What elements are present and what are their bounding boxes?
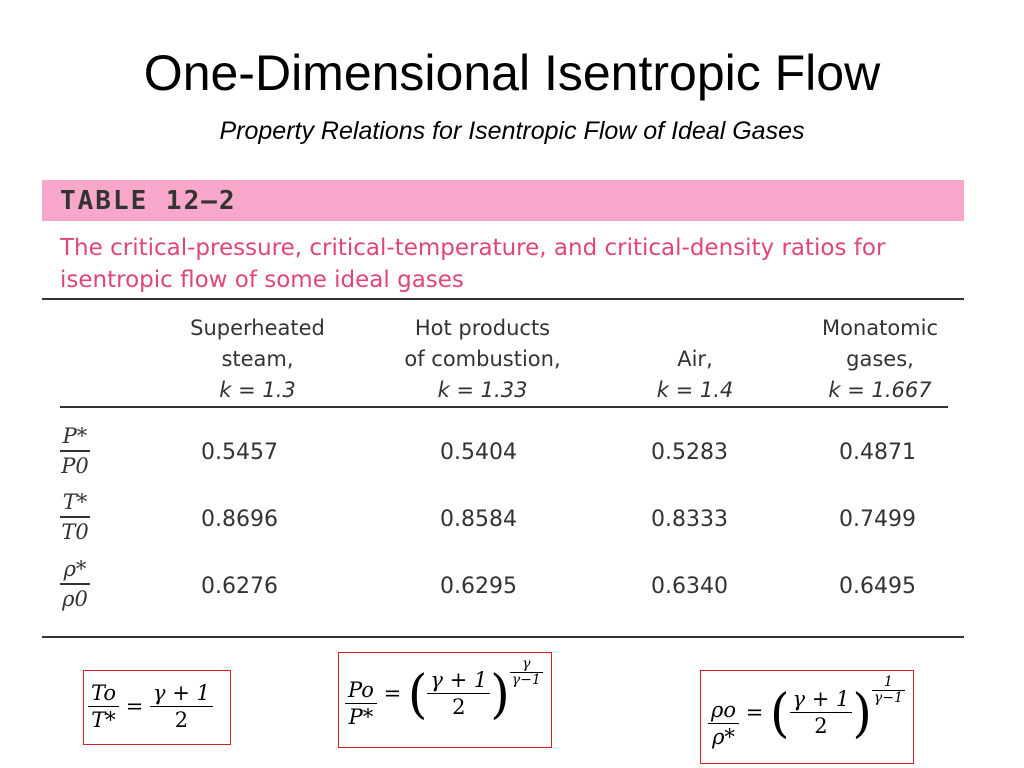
rhs-denominator: 2: [790, 712, 853, 739]
row-label-denominator: T0: [61, 520, 89, 544]
table-cell: 0.8696: [201, 507, 278, 532]
table-cell: 0.6340: [651, 574, 728, 599]
row-label-numerator: T*: [62, 490, 88, 514]
table-label: TABLE 12–2: [60, 186, 237, 216]
row-label-numerator: P*: [62, 424, 88, 448]
rhs-numerator: γ + 1: [430, 668, 488, 692]
table-bottom-rule: [42, 636, 964, 638]
column-header-line1: Superheated: [190, 316, 325, 340]
row-label-numerator: ρ*: [63, 557, 87, 581]
row-label-pressure: [60, 424, 90, 478]
row-label-temperature: [60, 490, 90, 544]
slide-subtitle: Property Relations for Isentropic Flow of Ideal Gases: [219, 117, 805, 145]
lhs-denominator: P*: [345, 703, 377, 730]
table-cell: 0.4871: [839, 440, 916, 465]
column-header-steam: [160, 313, 355, 406]
equals-sign: =: [745, 700, 764, 725]
fraction-bar: [60, 516, 90, 518]
column-header-line1: [605, 313, 785, 344]
table-caption: [60, 232, 940, 296]
table-top-rule: [42, 298, 964, 300]
table-cell: 0.5283: [651, 440, 728, 465]
column-header-line2: steam,: [221, 347, 294, 371]
column-header-line2: of combustion,: [404, 347, 561, 371]
table-cell: 0.6276: [201, 574, 278, 599]
lhs-denominator: ρ*: [708, 723, 739, 750]
density-exponent: [872, 675, 905, 706]
table-cell: 0.6295: [440, 574, 517, 599]
column-header-k: k = 1.3: [219, 378, 296, 402]
exponent-numerator: 1: [883, 674, 893, 690]
density-rhs-fraction: [790, 686, 853, 739]
table-cell: 0.7499: [839, 507, 916, 532]
exponent-denominator: γ−1: [873, 690, 903, 706]
lhs-numerator: ρo: [711, 698, 736, 722]
slide-title: One-Dimensional Isentropic Flow: [143, 45, 881, 101]
table-cell: 0.8333: [651, 507, 728, 532]
row-label-denominator: P0: [61, 454, 89, 478]
caption-line-2: isentropic flow of some ideal gases: [60, 267, 464, 293]
column-header-line1: Hot products: [414, 316, 551, 340]
exponent-denominator: γ−1: [511, 672, 541, 688]
density-lhs-fraction: [708, 697, 739, 750]
right-paren: ): [490, 663, 510, 724]
temperature-rhs-fraction: [150, 680, 213, 733]
temperature-lhs-fraction: [88, 680, 119, 733]
caption-line-1: The critical-pressure, critical-temperature, and critical-density ratios for: [60, 235, 886, 261]
table-cell: 0.8584: [440, 507, 517, 532]
density-equation: [708, 675, 905, 750]
column-header-combustion: [385, 313, 580, 406]
fraction-bar: [60, 450, 90, 452]
column-header-monatomic: [790, 313, 970, 406]
pressure-rhs-fraction: [427, 667, 490, 720]
left-paren: (: [407, 663, 428, 724]
left-paren: (: [769, 682, 790, 743]
column-header-air: [605, 313, 785, 406]
rhs-numerator: γ + 1: [792, 687, 850, 711]
fraction-bar: [60, 583, 90, 585]
table-cell: 0.6495: [839, 574, 916, 599]
lhs-numerator: To: [91, 681, 117, 705]
column-header-line1: Monatomic: [821, 316, 939, 340]
row-label-density: [60, 557, 90, 611]
column-header-k: k = 1.4: [656, 378, 734, 402]
pressure-lhs-fraction: [345, 677, 377, 730]
exponent-numerator: γ: [522, 656, 531, 672]
pressure-exponent: [510, 657, 543, 688]
equals-sign: =: [383, 681, 402, 706]
right-paren: ): [852, 682, 872, 743]
column-header-line2: gases,: [846, 347, 914, 371]
pressure-equation: [345, 657, 543, 730]
row-label-denominator: ρ0: [62, 587, 88, 611]
header-bottom-rule: [60, 406, 948, 408]
lhs-denominator: T*: [88, 706, 119, 733]
column-header-k: k = 1.667: [828, 378, 932, 402]
table-cell: 0.5457: [201, 440, 278, 465]
rhs-numerator: γ + 1: [153, 681, 210, 705]
table-cell: 0.5404: [440, 440, 517, 465]
column-header-line2: Air,: [677, 347, 713, 371]
column-header-k: k = 1.33: [437, 378, 528, 402]
equals-sign: =: [125, 694, 144, 719]
rhs-denominator: 2: [150, 706, 213, 733]
rhs-denominator: 2: [427, 693, 490, 720]
temperature-equation: [88, 680, 213, 733]
lhs-numerator: Po: [348, 678, 374, 702]
